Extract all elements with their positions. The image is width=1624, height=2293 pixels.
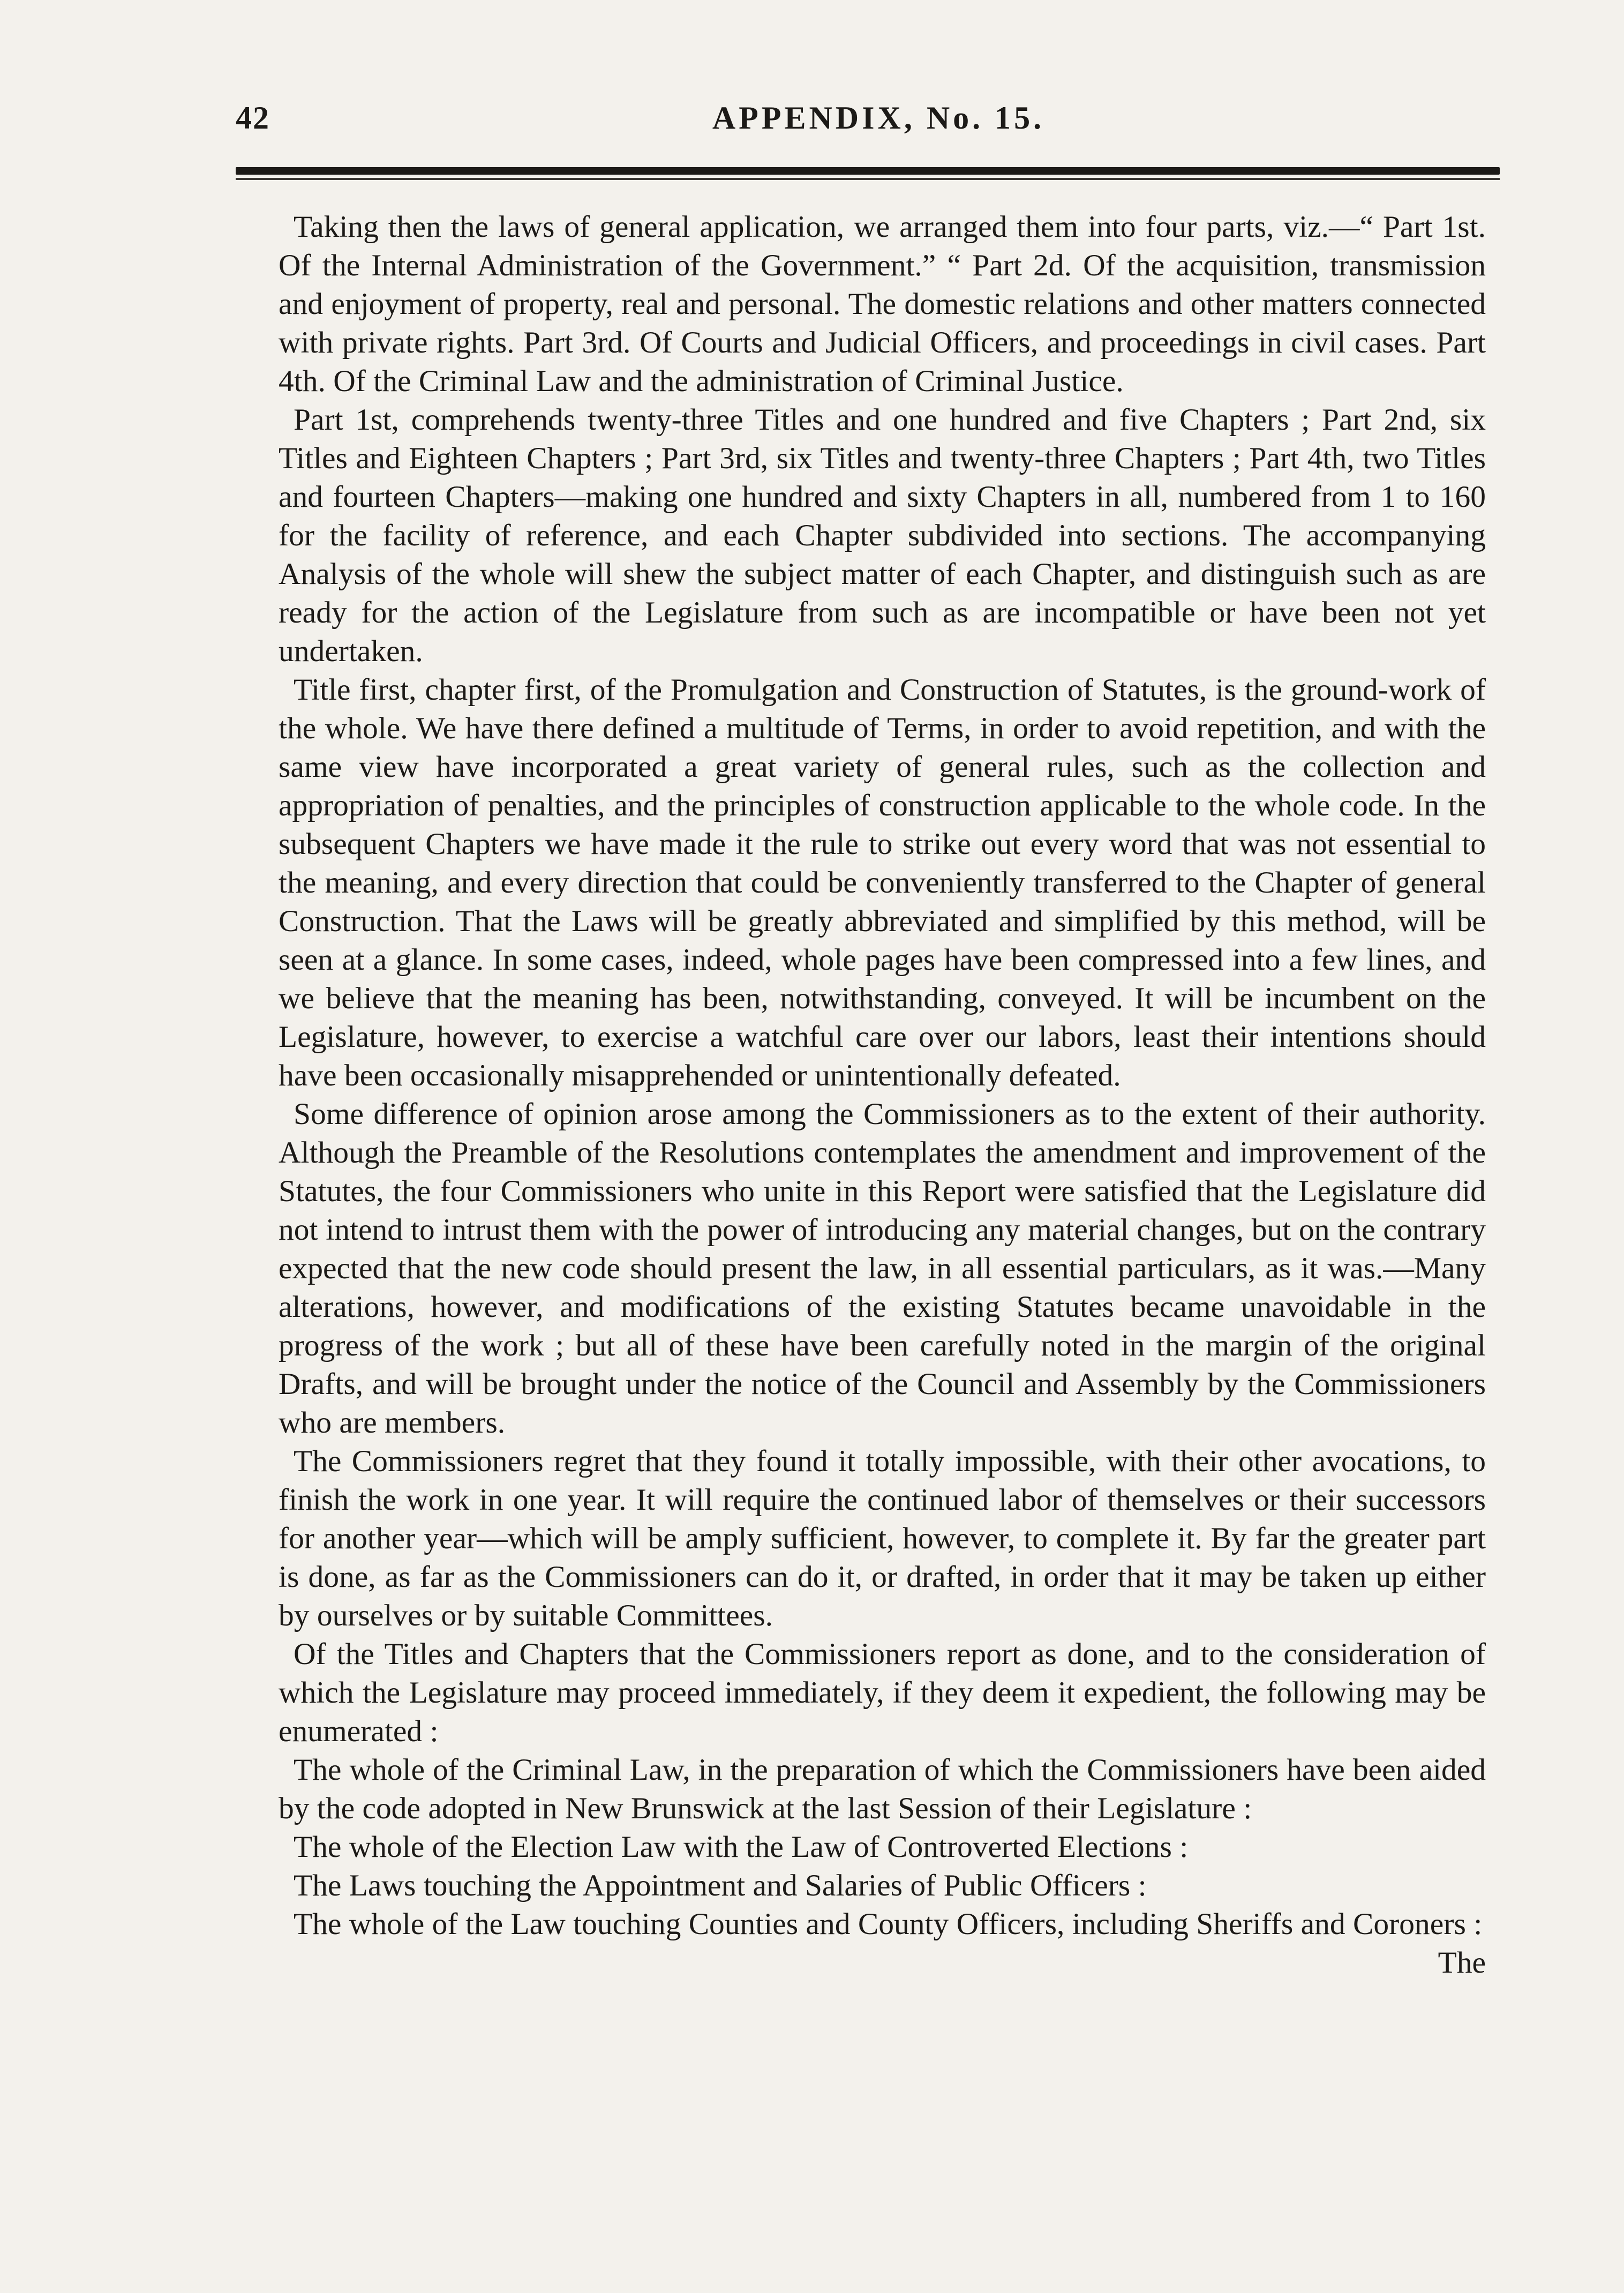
paragraph-counties [279, 1905, 1486, 1944]
catchword: The [1438, 1946, 1486, 1980]
header-rule-thin [236, 178, 1500, 180]
paragraph-enumeration: Of the Titles and Chapters that the Commissioners report as done, and to the consideration of which the Legislature may proceed immediately, if they deem it expedient, the following may be enumerated : [279, 1637, 1486, 1748]
paragraph-authority: Some difference of opinion arose among the Commissioners as to the extent of their authority. Although the Preamble of the Resolutions contemplates the amendment and improvement of the Statutes, the four Commissioners who unite in this Report were satisfied that the Legislature did not intend to intrust them with the power of introducing any material changes, but on the contrary expected that the new code should present the law, in all essential particulars, as it was.—Many alterations, however, and modifications of the existing Statutes became unavoidable in the progress of the work ; but all of these have been carefully noted in the margin of the original Drafts, and will be brought under the notice of the Council and Assembly by the Commissioners who are members. [279, 1097, 1486, 1440]
paragraph-titles-chapters: Part 1st, comprehends twenty-three Titles and one hundred and five Chapters ; Part 2nd, six Titles and Eighteen Chapters ; Part 3rd, six Titles and twenty-three Chapters ; Part 4th, two Titles and fourteen Chapters—making one hundred and sixty Chapters in all, numbered from 1 to 160 for the facility of reference, and each Chapter subdivided into sections. The accompanying Analysis of the whole will shew the subject matter of each Chapter, and distinguish such as are ready for the action of the Legislature from such as are incompatible or have been not yet undertaken. [279, 403, 1486, 668]
paragraph-parts: Taking then the laws of general application, we arranged them into four parts, viz.—“ Part 1st. Of the Internal Administration of the Government.” “ Part 2d. Of the acquisition, transmission and enjoyment of property, real and personal. The domestic relations and other matters connected with private rights. Part 3rd. Of Courts and Judicial Officers, and proceedings in civil cases. Part 4th. Of the Criminal Law and the administration of Criminal Justice. [279, 210, 1486, 398]
paragraph-regret: The Commissioners regret that they found it totally impossible, with their other avocations, to finish the work in one year. It will require the continued labor of themselves or their successors for another year—which will be amply sufficient, however, to complete it. By far the greater part is done, as far as the Commissioners can do it, or drafted, in order that it may be taken up either by ourselves or by suitable Committees. [279, 1444, 1486, 1632]
paragraph-public-officers: The Laws touching the Appointment and Salaries of Public Officers : [294, 1869, 1147, 1902]
page-header [236, 100, 1521, 143]
body-text [279, 208, 1486, 1982]
paragraph-criminal-law: The whole of the Criminal Law, in the preparation of which the Commissioners have been aided by the code adopted in New Brunswick at the last Session of their Legislature : [279, 1753, 1486, 1825]
page-number: 42 [236, 100, 270, 136]
paragraph-construction: Title first, chapter first, of the Promulgation and Construction of Statutes, is the ground-work of the whole. We have there defined a multitude of Terms, in order to avoid repetition, and with the same view have incorporated a great variety of general rules, such as the collection and appropriation of penalties, and the principles of construction applicable to the whole code. In the subsequent Chapters we have made it the rule to strike out every word that was not essential to the meaning, and every direction that could be conveniently transferred to the Chapter of general Construction. That the Laws will be greatly abbreviated and simplified by this method, will be seen at a glance. In some cases, indeed, whole pages have been compressed into a few lines, and we believe that the meaning has been, notwithstanding, conveyed. It will be incumbent on the Legislature, however, to exercise a watchful care over our labors, least their intentions should have been occasionally misapprehended or unintentionally defeated. [279, 673, 1486, 1092]
header-rule [236, 167, 1500, 175]
paragraph-counties-text: The whole of the Law touching Counties and County Officers, including Sheriffs and Coroners : [294, 1907, 1483, 1941]
paragraph-election-law: The whole of the Election Law with the Law of Controverted Elections : [294, 1830, 1189, 1864]
catchword-line [279, 1944, 1486, 1982]
running-title: APPENDIX, No. 15. [712, 100, 1045, 136]
